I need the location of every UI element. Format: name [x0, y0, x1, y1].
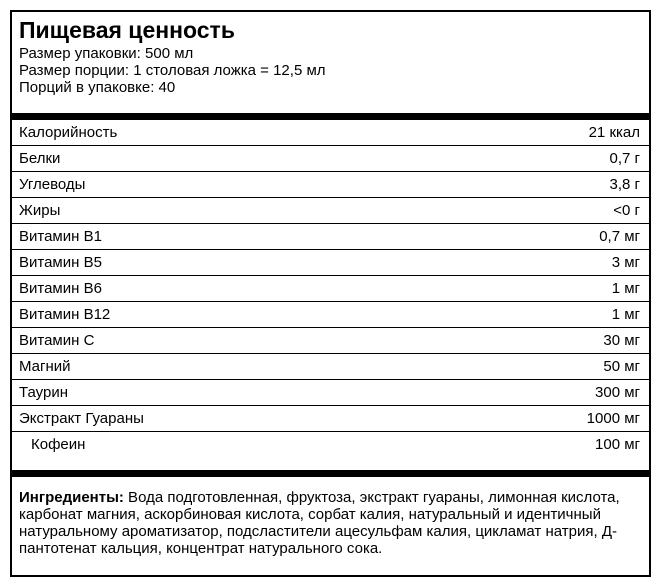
nutrient-value: 3 мг	[611, 254, 640, 271]
nutrient-value: 100 мг	[595, 436, 640, 453]
nutrient-name: Белки	[19, 150, 61, 167]
nutrient-value: 300 мг	[595, 384, 640, 401]
nutrient-row-calories	[12, 120, 649, 146]
nutrient-row-guarana-extract	[12, 406, 649, 432]
top-thick-divider	[12, 113, 649, 120]
nutrient-row-caffeine	[12, 432, 649, 457]
bottom-thick-divider	[12, 470, 649, 477]
nutrient-value: 1 мг	[611, 306, 640, 323]
nutrient-name: Витамин В1	[19, 228, 102, 245]
nutrient-name: Кофеин	[31, 436, 86, 453]
nutrient-row-protein	[12, 146, 649, 172]
nutrient-name: Магний	[19, 358, 71, 375]
nutrient-name: Витамин В6	[19, 280, 102, 297]
nutrient-name: Витамин С	[19, 332, 95, 349]
nutrient-row-carbohydrates	[12, 172, 649, 198]
nutrient-value: 3,8 г	[609, 176, 640, 193]
nutrient-name: Углеводы	[19, 176, 86, 193]
ingredients-text: Вода подготовленная, фруктоза, экстракт гуараны, лимонная кислота, карбонат магния, аскорбиновая кислота, сорбат калия, натуральный и идентичный натуральному ароматизатор, подсластители ацесульфам калия, цикламат натрия, Д-пантотенат кальция, концентрат натурального сока.	[19, 489, 620, 557]
nutrient-row-vitamin-c	[12, 328, 649, 354]
portions-per-package-text: Порций в упаковке: 40	[19, 79, 176, 96]
nutrient-row-vitamin-b6	[12, 276, 649, 302]
nutrient-row-vitamin-b1	[12, 224, 649, 250]
nutrient-name: Калорийность	[19, 124, 118, 141]
nutrient-name: Жиры	[19, 202, 61, 219]
nutrient-value: 30 мг	[603, 332, 640, 349]
nutrient-name: Таурин	[19, 384, 68, 401]
nutrient-name: Витамин В12	[19, 306, 111, 323]
nutrient-name: Витамин В5	[19, 254, 102, 271]
serving-info	[19, 45, 326, 96]
nutrient-value: 50 мг	[603, 358, 640, 375]
nutrient-row-vitamin-b5	[12, 250, 649, 276]
nutrient-value: 0,7 г	[609, 150, 640, 167]
nutrient-row-vitamin-b12	[12, 302, 649, 328]
nutrient-name: Экстракт Гуараны	[19, 410, 144, 427]
nutrition-facts-panel	[10, 10, 651, 577]
nutrient-value: 0,7 мг	[599, 228, 640, 245]
panel-title: Пищевая ценность	[19, 17, 235, 43]
nutrient-value: 21 ккал	[588, 124, 640, 141]
nutrient-value: 1 мг	[611, 280, 640, 297]
nutrient-table	[12, 120, 649, 457]
nutrient-value: <0 г	[613, 202, 640, 219]
nutrient-value: 1000 мг	[586, 410, 640, 427]
nutrient-row-fat	[12, 198, 649, 224]
portion-size-text: Размер порции: 1 столовая ложка = 12,5 мл	[19, 62, 326, 79]
nutrient-row-taurine	[12, 380, 649, 406]
package-size-text: Размер упаковки: 500 мл	[19, 45, 194, 62]
ingredients-label: Ингредиенты:	[19, 489, 124, 506]
nutrient-row-magnesium	[12, 354, 649, 380]
ingredients-block	[19, 489, 639, 557]
